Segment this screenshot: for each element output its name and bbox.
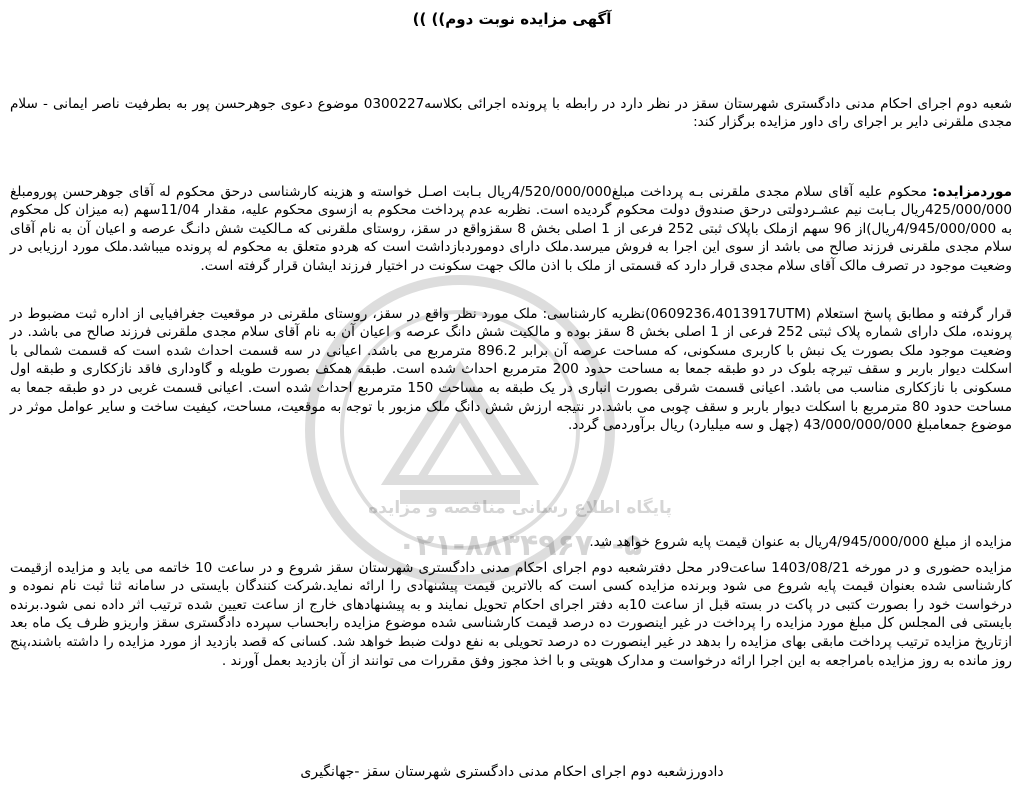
signature-line: دادورزشعبه دوم اجرای احکام مدنی دادگستری شهرستان سقز -جهانگیری <box>300 764 724 780</box>
notice-title: آگهی مزایده نوبت دوم)) )) <box>412 10 612 28</box>
subject-paragraph <box>10 183 1012 276</box>
watermark-site-name: پایگاه اطلاع رسانی مناقصه و مزایده <box>368 498 672 518</box>
subject-text: محکوم علیه آقای سلام مجدی ملقرنی بـه پرداخت مبلغ4/520/000/000ریال بـابت اصـل خواسته و هزینه کارشناسی درحق محکوم له آقای جوهرحسن پورومبلغ 425/000/000ریال بـابت نیم عشـردولتی درحق صندوق دولت محکوم گردیده است. نظربه عدم پرداخت محکوم به ازسوی محکوم علیه، مقدار 11/04سهم (به میزان کل محکوم به 4/945/000/000ریال)از 96 سهم ازملک باپلاک ثبتی 252 فرعی از 1 اصلی بخش 8 سقزواقع در سقز، روستای ملقرنی که مـالکیت شش دانـگ عرصه و اعیان آن به نام آقای سلام مجدی ملقرنی فرزند صالح می باشد از سوی این اجرا به فروش میرسد.ملک دارای دوموردبازداشت است که هردو متعلق به محکوم له پرونده میباشد.ملک مورد ارزیابی در وضعیت موجود در تصرف مالک آقای سلام مجدی قرار دارد که قسمتی از ملک با اذن مالک جهت سکونت در اختیار فرزند ایشان قرار گرفته است. <box>10 183 1012 274</box>
watermark-phone: ۰۲۱-۸۸۳۴۹۶۷۰-۵ <box>397 528 643 563</box>
intro-paragraph: شعبه دوم اجرای احکام مدنی دادگستری شهرستان سقز در نظر دارد در رابطه با پرونده اجرائی بکلاسه0300227 موضوع دعوی جوهرحسن پور به بطرفیت ناصر ایمانی - سلام مجدی ملقرنی دایر بر اجرای رای داور مزایده برگزار کند: <box>10 95 1012 131</box>
subject-label: موردمزایده: <box>932 183 1012 200</box>
auction-terms-paragraph: مزایده حضوری و در مورخه 1403/08/21 ساعت9در محل دفترشعبه دوم اجرای احکام مدنی دادگستری شهرستان سقز شروع و در ساعت 10 خاتمه می یابد و مزایده ازقیمت کارشناسی شده بعنوان قیمت پایه شروع می شود وبرنده مزایده کسی است که بالاترین قیمت پیشنهادی را ارائه نماید.شرکت کنندگان بایستی در سامانه ثنا ثبت نام نموده و درخواست خود را بصورت کتبی در پاکت در بسته قبل از ساعت 10به دفتر اجرای احکام تحویل نمایند و به پیشنهادهای خارج از ساعت تعیین شده ترتیب اثر داده نمی شود.برنده بایستی فی المجلس کل مبلغ مورد مزایده را پرداخت در غیر اینصورت ده درصد قیمت کارشناسی شده موضوع مزایده رابحساب سپرده دادگستری سقز واریزو ظرف یک ماه بعد ازتاریخ مزایده ترتیب پرداخت مابقی بهای مزایده را بدهد در غیر اینصورت ده درصد تحویلی به نفع دولت ضبط خواهد شد. کسانی که قصد بازدید از مورد مزایده را داشته باشند،پنج روز مانده به روز مزایده بامراجعه به این اجرا ارائه درخواست و مدارک هویتی و با اخذ مجوز وفق مقررات می توانند از آن بازدید بعمل آورند . <box>10 559 1013 669</box>
expert-opinion-paragraph: قرار گرفته و مطابق پاسخ استعلام (0609236،4013917UTM)نظریه کارشناسی: ملک مورد نظر واقع در سقز، روستای ملقرنی در موقعیت جغرافیایی از اداره ثبت مضبوط در پرونده، ملک دارای شماره پلاک ثبتی 252 فرعی از 1 اصلی بخش 8 سقز بوده و مالکیت شش دانگ عرصه و اعیان آن به نام آقای سلام مجدی ملقرنی فرزند صالح می باشد. در وضعیت موجود ملک بصورت یک نبش با کاربری مسکونی، که مساحت عرصه آن برابر 896.2 مترمربع می باشد. اعیانی در سه قسمت احداث شده است که قسمت شمالی با اسکلت دیوار باربر و سقف تیرچه بلوک در دو طبقه جمعا به مساحت حدود 200 مترمربع احداث شده است. طبقه همکف بصورت طویله و گاوداری فاقد نازککاری و طبقه اول مسکونی با نازککاری مناسب می باشد. اعیانی قسمت شرقی بصورت انباری در یک طبقه به مساحت 150 مترمربع احداث شده است. اعیانی قسمت غربی در دو طبقه جمعا به مساحت حدود 80 مترمربع با اسکلت دیوار باربر و سقف چوبی می باشد.در نتیجه ارزش شش دانگ ملک مزبور با توجه به موقعیت، مساحت، کیفیت ساخت و سایر عوامل موثر در موضوع جمعامبلغ 43/000/000/000 (چهل و سه میلیارد) ریال برآوردمی گردد. <box>10 305 1013 434</box>
base-price-paragraph: مزایده از مبلغ 4/945/000/000ریال به عنوان قیمت پایه شروع خواهد شد. <box>589 533 1012 550</box>
